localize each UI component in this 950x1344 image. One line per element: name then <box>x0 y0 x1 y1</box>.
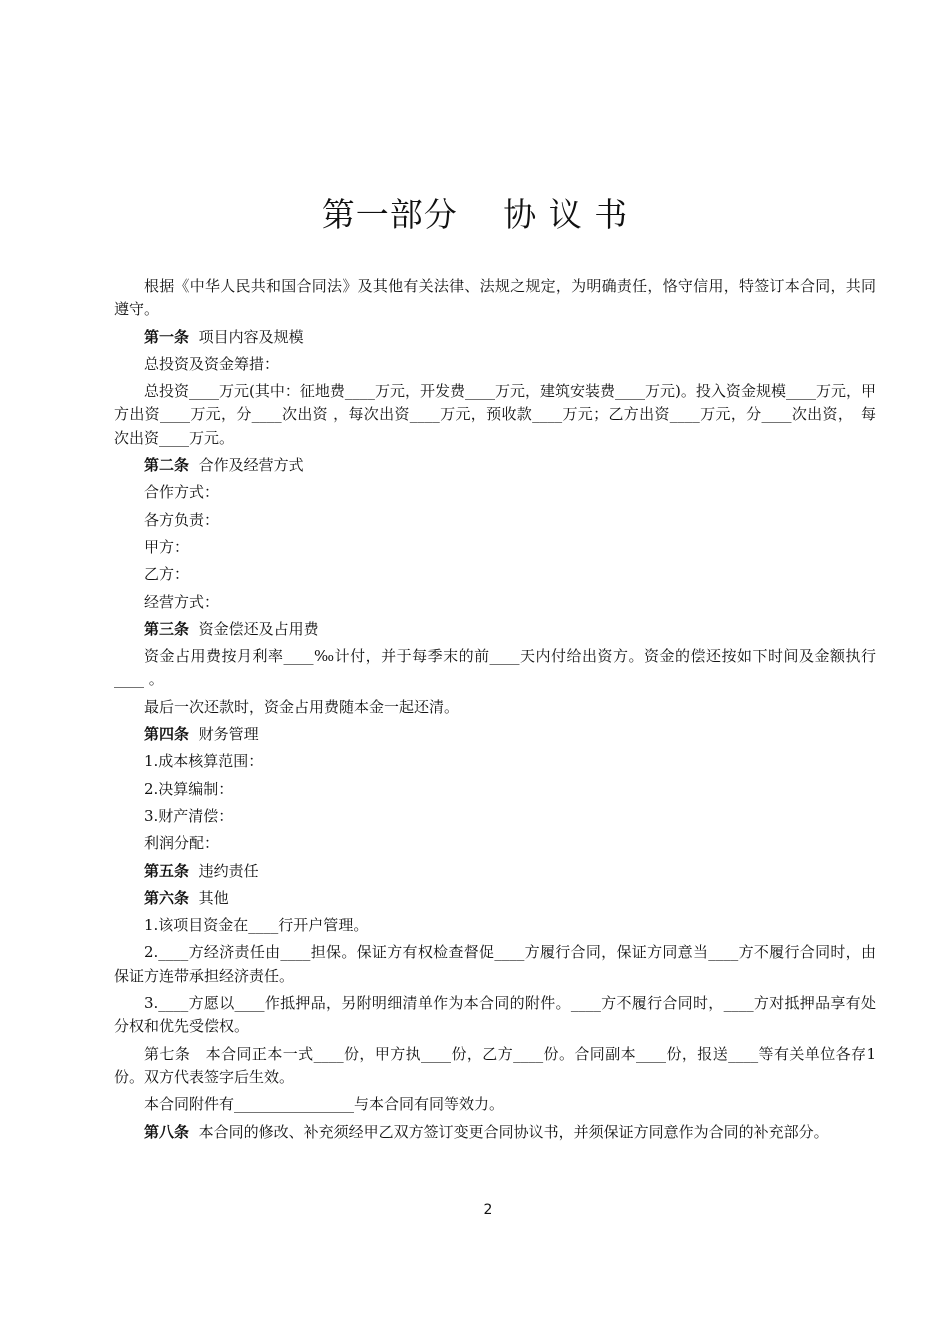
paragraph-text: 项目内容及规模 <box>198 327 304 346</box>
body-paragraph <box>114 275 876 322</box>
body-paragraph <box>114 832 876 855</box>
article-heading: 第八条 <box>144 1122 190 1141</box>
paragraph-text: 2.决算编制： <box>144 779 234 798</box>
body-paragraph <box>114 481 876 504</box>
body-paragraph <box>114 536 876 559</box>
body-paragraph <box>114 992 876 1039</box>
paragraph-text: 总投资及资金筹措： <box>144 354 280 373</box>
paragraph-text: 经营方式： <box>144 592 220 611</box>
body-paragraph <box>114 645 876 692</box>
paragraph-text: 各方负责： <box>144 510 220 529</box>
article-paragraph <box>114 860 876 883</box>
article-paragraph <box>114 1121 876 1144</box>
paragraph-text: 资金偿还及占用费 <box>198 619 319 638</box>
body-paragraph <box>114 353 876 376</box>
body-paragraph <box>114 380 876 450</box>
paragraph-text: 根据《中华人民共和国合同法》及其他有关法律、法规之规定，为明确责任，恪守信用，特签订本合同，共同遵守。 <box>114 277 876 319</box>
body-paragraph <box>114 1043 876 1090</box>
contract-body <box>114 275 876 1148</box>
paragraph-text: 1.成本核算范围： <box>144 752 264 771</box>
paragraph-text: 本合同的修改、补充须经甲乙双方签订变更合同协议书，并须保证方同意作为合同的补充部分。 <box>198 1122 829 1141</box>
paragraph-text: 总投资____万元(其中：征地费____万元，开发费____万元，建筑安装费____万元)。投入资金规模____万元，甲方出资____万元，分____次出资 ，每次出资____万元，预收款____万元；乙方出资____万元，分____次出资， 每次出资____万元。 <box>114 382 876 447</box>
paragraph-text: 其他 <box>198 888 229 907</box>
body-paragraph <box>114 1093 876 1116</box>
body-paragraph <box>114 914 876 937</box>
paragraph-text: 利润分配： <box>144 834 220 853</box>
body-paragraph <box>114 591 876 614</box>
paragraph-text: 财务管理 <box>198 725 259 744</box>
body-paragraph <box>114 805 876 828</box>
article-heading: 第一条 <box>144 327 190 346</box>
body-paragraph <box>114 696 876 719</box>
paragraph-text: 最后一次还款时，资金占用费随本金一起还清。 <box>144 697 460 716</box>
article-paragraph <box>114 454 876 477</box>
paragraph-text: 乙方： <box>144 565 190 584</box>
article-paragraph <box>114 723 876 746</box>
paragraph-text: 3.财产清偿： <box>144 806 234 825</box>
article-paragraph <box>114 326 876 349</box>
article-heading: 第二条 <box>144 456 190 475</box>
article-heading: 第三条 <box>144 619 190 638</box>
paragraph-text: 2.____方经济责任由____担保。保证方有权检查督促____方履行合同，保证方同意当____方不履行合同时，由保证方连带承担经济责任。 <box>114 943 876 985</box>
article-paragraph <box>114 618 876 641</box>
body-paragraph <box>114 941 876 988</box>
paragraph-text: 合作方式： <box>144 483 220 502</box>
page-title: 第一部分 协 议 书 <box>321 195 629 234</box>
paragraph-text: 违约责任 <box>198 861 259 880</box>
paragraph-text: 本合同附件有________________与本合同有同等效力。 <box>144 1095 505 1114</box>
body-paragraph <box>114 750 876 773</box>
page-number: 2 <box>483 1202 493 1218</box>
paragraph-text: 甲方： <box>144 537 190 556</box>
article-paragraph <box>114 887 876 910</box>
paragraph-text: 第七条 本合同正本一式____份，甲方执____份，乙方____份。合同副本____份，报送____等有关单位各存1份。双方代表签字后生效。 <box>114 1044 876 1086</box>
body-paragraph <box>114 778 876 801</box>
paragraph-text: 3.____方愿以____作抵押品，另附明细清单作为本合同的附件。____方不履行合同时，____方对抵押品享有处分权和优先受偿权。 <box>114 994 876 1036</box>
article-heading: 第六条 <box>144 888 190 907</box>
body-paragraph <box>114 509 876 532</box>
paragraph-text: 资金占用费按月利率____‰计付，并于每季末的前____天内付给出资方。资金的偿还按如下时间及金额执行____ 。 <box>114 647 876 689</box>
paragraph-text: 1.该项目资金在____行开户管理。 <box>144 916 369 935</box>
body-paragraph <box>114 563 876 586</box>
paragraph-text: 合作及经营方式 <box>198 456 304 475</box>
article-heading: 第五条 <box>144 861 190 880</box>
article-heading: 第四条 <box>144 725 190 744</box>
